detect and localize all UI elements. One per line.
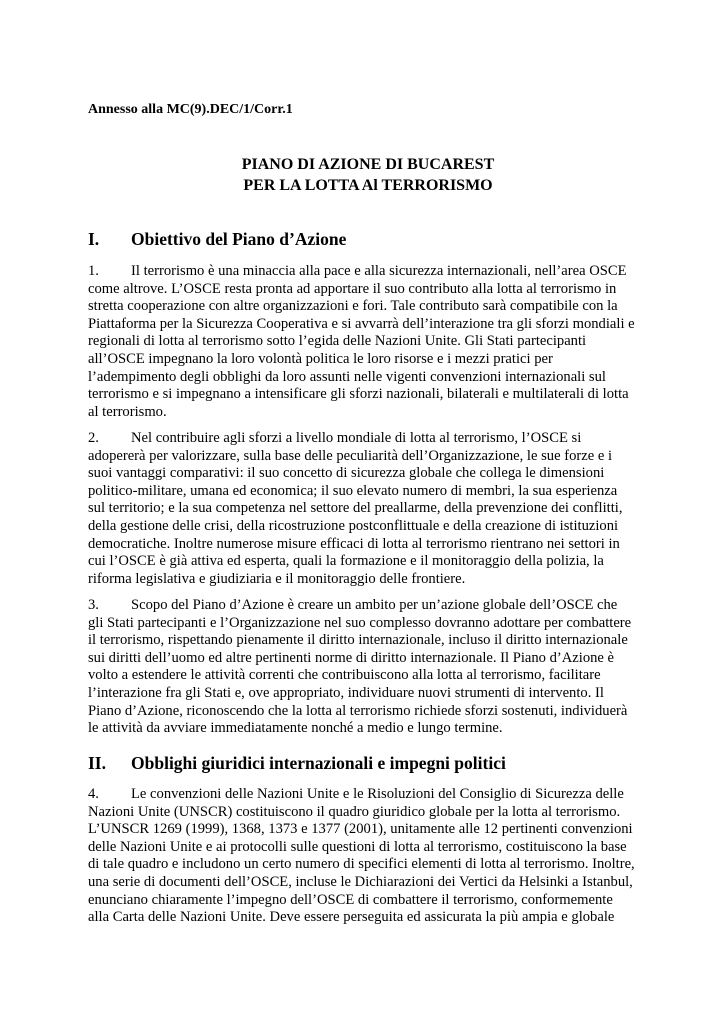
paragraph-line: gli Stati partecipanti e l’Organizzazione nel suo complesso dovranno adottare per combattere [88,614,632,631]
annex-reference: Annesso alla MC(9).DEC/1/Corr.1 [88,102,293,117]
paragraph-line: democratiche. Inoltre numerose misure efficaci di lotta al terrorismo rientrano nei settori in [88,535,620,552]
paragraph-line: sui diritti dell’uomo ed altre pertinenti norme di diritto internazionale. Il Piano d’Azione è [88,649,615,666]
paragraph-line: enunciano chiaramente l’impegno dell’OSCE di combattere il terrorismo, conformemente [88,891,613,908]
paragraph-line: alla Carta delle Nazioni Unite. Deve essere perseguita ed assicurata la più ampia e globale [88,909,615,926]
paragraph-line: al terrorismo. [88,403,167,420]
paragraph-line: adopererà per valorizzare, sulla base delle peculiarità dell’Organizzazione, le sue forze e i [88,447,613,464]
section-title: Obblighi giuridici internazionali e impegni politici [131,753,506,773]
paragraph-line: l’interazione fra gli Stati e, ove appropriato, individuare nuovi strumenti di intervento. Il [88,684,604,701]
paragraph-line: l’adempimento degli obblighi da loro assunti nelle vigenti convenzioni internazionali sul [88,368,606,385]
section-title: Obiettivo del Piano d’Azione [131,229,347,249]
title-line-2: PER LA LOTTA Al TERRORISMO [243,177,493,194]
paragraph-line: il terrorismo, rispettando pienamente il diritto internazionale, incluso il diritto internazionale [88,632,628,649]
paragraph-1 [88,263,648,421]
paragraph-line: riforma legislativa e giudiziaria e il monitoraggio delle frontiere. [88,570,466,587]
paragraph-number: 3. [88,597,99,613]
paragraph-line: Nazioni Unite (UNSCR) costituiscono il quadro giuridico globale per la lotta al terrorismo. [88,803,621,820]
section-heading-2 [88,752,506,774]
paragraph-line: all’OSCE impegnano la loro volontà politica le loro risorse e i mezzi pratici per [88,350,553,367]
paragraph-line: Piattaforma per la Sicurezza Cooperativa e si avvarrà dell’interazione tra gli sforzi mondiali e [88,315,635,332]
paragraph-3 [88,597,648,738]
paragraph-line: della gestione delle crisi, della ricostruzione postconflittuale e della creazione di istituzioni [88,517,619,534]
section-number: II. [88,753,106,773]
paragraph-line: stretta cooperazione con altre organizzazioni e fori. Tale contributo sarà compatibile con la [88,298,618,315]
paragraph-line: sul territorio; e la sua competenza nel settore del preallarme, della prevenzione dei conflitti, [88,500,623,517]
paragraph-line: volto a estendere le attività correnti che contribuiscono alla lotta al terrorismo, facilitare [88,667,601,684]
section-number: I. [88,229,100,249]
paragraph-line: regionali di lotta al terrorismo sotto l’egida delle Nazioni Unite. Gli Stati partecipanti [88,333,587,350]
paragraph-line: politico-militare, umana ed economica; il suo elevato numero di membri, la sua esperienza [88,482,618,499]
paragraph-line: 4. Le convenzioni delle Nazioni Unite e le Risoluzioni del Consiglio di Sicurezza delle [88,786,624,802]
paragraph-line: suoi vantaggi comparativi: il suo concetto di sicurezza globale che collega le dimensioni [88,465,605,482]
paragraph-number: 2. [88,430,99,446]
paragraph-line: terrorismo e si impegnano a intensificare gli sforzi nazionali, bilaterali e multilaterali di lotta [88,386,629,403]
paragraph-4 [88,786,648,927]
paragraph-line: cui l’OSCE è già attiva ed esperta, quali la formazione e il monitoraggio della polizia, la [88,553,604,570]
paragraph-line: una serie di documenti dell’OSCE, incluse le Dichiarazioni dei Vertici da Helsinki a Istanbul, [88,873,633,890]
title-line-1: PIANO DI AZIONE DI BUCAREST [241,156,495,173]
paragraph-number: 1. [88,263,99,279]
paragraph-line: L’UNSCR 1269 (1999), 1368, 1373 e 1377 (2001), unitamente alle 12 pertinenti convenzioni [88,821,633,838]
paragraph-line: 2. Nel contribuire agli sforzi a livello mondiale di lotta al terrorismo, l’OSCE si [88,430,582,446]
paragraph-line: 3. Scopo del Piano d’Azione è creare un ambito per un’azione globale dell’OSCE che [88,597,618,613]
document-title [88,154,648,196]
paragraph-2 [88,430,648,588]
paragraph-line: 1. Il terrorismo è una minaccia alla pace e alla sicurezza internazionali, nell’area OSCE [88,263,627,279]
paragraph-line: Piano d’Azione, riconoscendo che la lotta al terrorismo richiede sforzi sostenuti, individuerà [88,702,628,719]
paragraph-number: 4. [88,786,99,802]
paragraph-line: di tale quadro e includono un certo numero di specifici elementi di lotta al terrorismo. Inoltre, [88,856,635,873]
paragraph-line: delle Nazioni Unite e ai protocolli sulle questioni di lotta al terrorismo, costituiscono la base [88,838,627,855]
paragraph-line: come altrove. L’OSCE resta pronta ad apportare il suo contributo alla lotta al terrorismo in [88,280,617,297]
paragraph-line: le attività da avviare immediatamente nonché a medio e lungo termine. [88,720,503,737]
section-heading-1 [88,228,346,250]
